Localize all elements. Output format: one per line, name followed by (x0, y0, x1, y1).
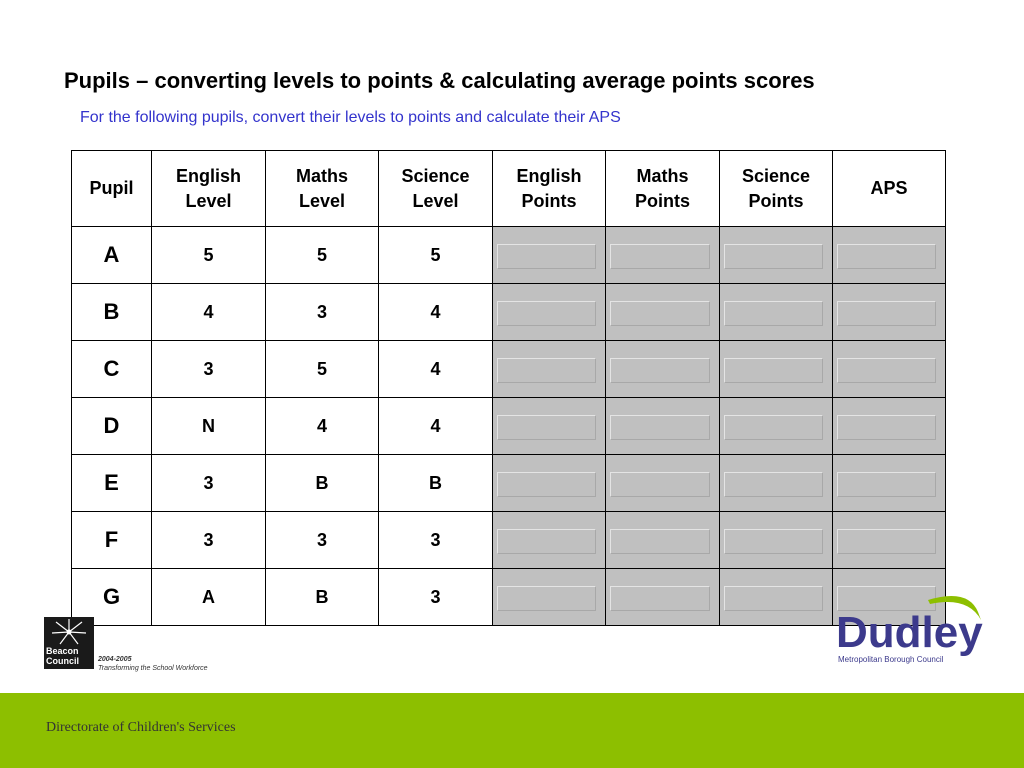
science-level-cell: B (379, 455, 493, 512)
aps-answer-cell[interactable] (833, 455, 946, 512)
pupil-name: F (72, 512, 152, 569)
science-points-answer-cell[interactable] (720, 512, 833, 569)
science-level-cell: 3 (379, 569, 493, 626)
maths-level-cell: 5 (266, 341, 379, 398)
maths-points-answer-cell[interactable] (606, 341, 720, 398)
header-science-points (720, 151, 833, 227)
pupil-name: D (72, 398, 152, 455)
maths-points-answer-cell[interactable] (606, 455, 720, 512)
aps-answer-cell[interactable] (833, 227, 946, 284)
pupil-name: C (72, 341, 152, 398)
pupil-name: B (72, 284, 152, 341)
aps-answer-cell[interactable] (833, 341, 946, 398)
beacon-caption (98, 655, 208, 673)
science-points-answer-cell[interactable] (720, 569, 833, 626)
header-aps: APS (833, 151, 946, 227)
science-points-answer-cell[interactable] (720, 455, 833, 512)
english-points-answer-cell[interactable] (493, 341, 606, 398)
pupil-name: E (72, 455, 152, 512)
maths-points-answer-cell[interactable] (606, 512, 720, 569)
table-row (72, 455, 946, 512)
dudley-council-logo (836, 590, 986, 668)
science-points-answer-cell[interactable] (720, 227, 833, 284)
header-english-points (493, 151, 606, 227)
dudley-wordmark: Dudley (836, 608, 983, 657)
english-points-answer-cell[interactable] (493, 512, 606, 569)
header-line: Science Points (741, 165, 811, 211)
dudley-subtitle: Metropolitan Borough Council (838, 655, 944, 664)
header-science-level (379, 151, 493, 227)
english-level-cell: 3 (152, 512, 266, 569)
table-header-row (72, 151, 946, 227)
science-level-cell: 5 (379, 227, 493, 284)
english-points-answer-cell[interactable] (493, 398, 606, 455)
table-row (72, 341, 946, 398)
table-row (72, 512, 946, 569)
maths-level-cell: 3 (266, 512, 379, 569)
header-line: Maths Points (634, 165, 690, 211)
table-row (72, 284, 946, 341)
slide-title: Pupils – converting levels to points & calculating average points scores (64, 68, 815, 93)
english-level-cell: A (152, 569, 266, 626)
star-burst-icon (44, 617, 94, 647)
english-points-answer-cell[interactable] (493, 284, 606, 341)
table-row (72, 227, 946, 284)
maths-points-answer-cell[interactable] (606, 284, 720, 341)
science-level-cell: 3 (379, 512, 493, 569)
maths-level-cell: 4 (266, 398, 379, 455)
science-level-cell: 4 (379, 284, 493, 341)
science-level-cell: 4 (379, 398, 493, 455)
english-level-cell: 3 (152, 455, 266, 512)
slide-instruction: For the following pupils, convert their levels to points and calculate their APS (80, 109, 621, 126)
header-maths-points (606, 151, 720, 227)
english-level-cell: N (152, 398, 266, 455)
header-line: Science Level (401, 165, 470, 211)
aps-answer-cell[interactable] (833, 398, 946, 455)
beacon-council-logo (44, 617, 208, 672)
beacon-years: 2004-2005 (98, 656, 132, 663)
aps-answer-cell[interactable] (833, 512, 946, 569)
maths-level-cell: B (266, 455, 379, 512)
maths-level-cell: 3 (266, 284, 379, 341)
header-line: English Points (516, 165, 582, 211)
beacon-badge (44, 617, 94, 669)
beacon-council-name: Beacon Council (46, 646, 79, 666)
english-level-cell: 5 (152, 227, 266, 284)
english-level-cell: 4 (152, 284, 266, 341)
english-points-answer-cell[interactable] (493, 227, 606, 284)
header-line: Maths Level (295, 165, 348, 211)
maths-points-answer-cell[interactable] (606, 569, 720, 626)
header-maths-level (266, 151, 379, 227)
pupils-table (71, 150, 946, 626)
maths-points-answer-cell[interactable] (606, 398, 720, 455)
table-row (72, 569, 946, 626)
science-points-answer-cell[interactable] (720, 284, 833, 341)
english-points-answer-cell[interactable] (493, 569, 606, 626)
science-points-answer-cell[interactable] (720, 341, 833, 398)
science-level-cell: 4 (379, 341, 493, 398)
maths-level-cell: 5 (266, 227, 379, 284)
header-pupil: Pupil (72, 151, 152, 227)
footer-directorate-text: Directorate of Children's Services (46, 720, 236, 735)
pupil-name: A (72, 227, 152, 284)
english-points-answer-cell[interactable] (493, 455, 606, 512)
aps-answer-cell[interactable] (833, 284, 946, 341)
pupil-name: G (72, 569, 152, 626)
beacon-tagline: Transforming the School Workforce (98, 665, 208, 672)
maths-points-answer-cell[interactable] (606, 227, 720, 284)
science-points-answer-cell[interactable] (720, 398, 833, 455)
footer-band (0, 693, 1024, 768)
maths-level-cell: B (266, 569, 379, 626)
table-row (72, 398, 946, 455)
header-english-level (152, 151, 266, 227)
header-line: English Level (175, 165, 241, 211)
english-level-cell: 3 (152, 341, 266, 398)
